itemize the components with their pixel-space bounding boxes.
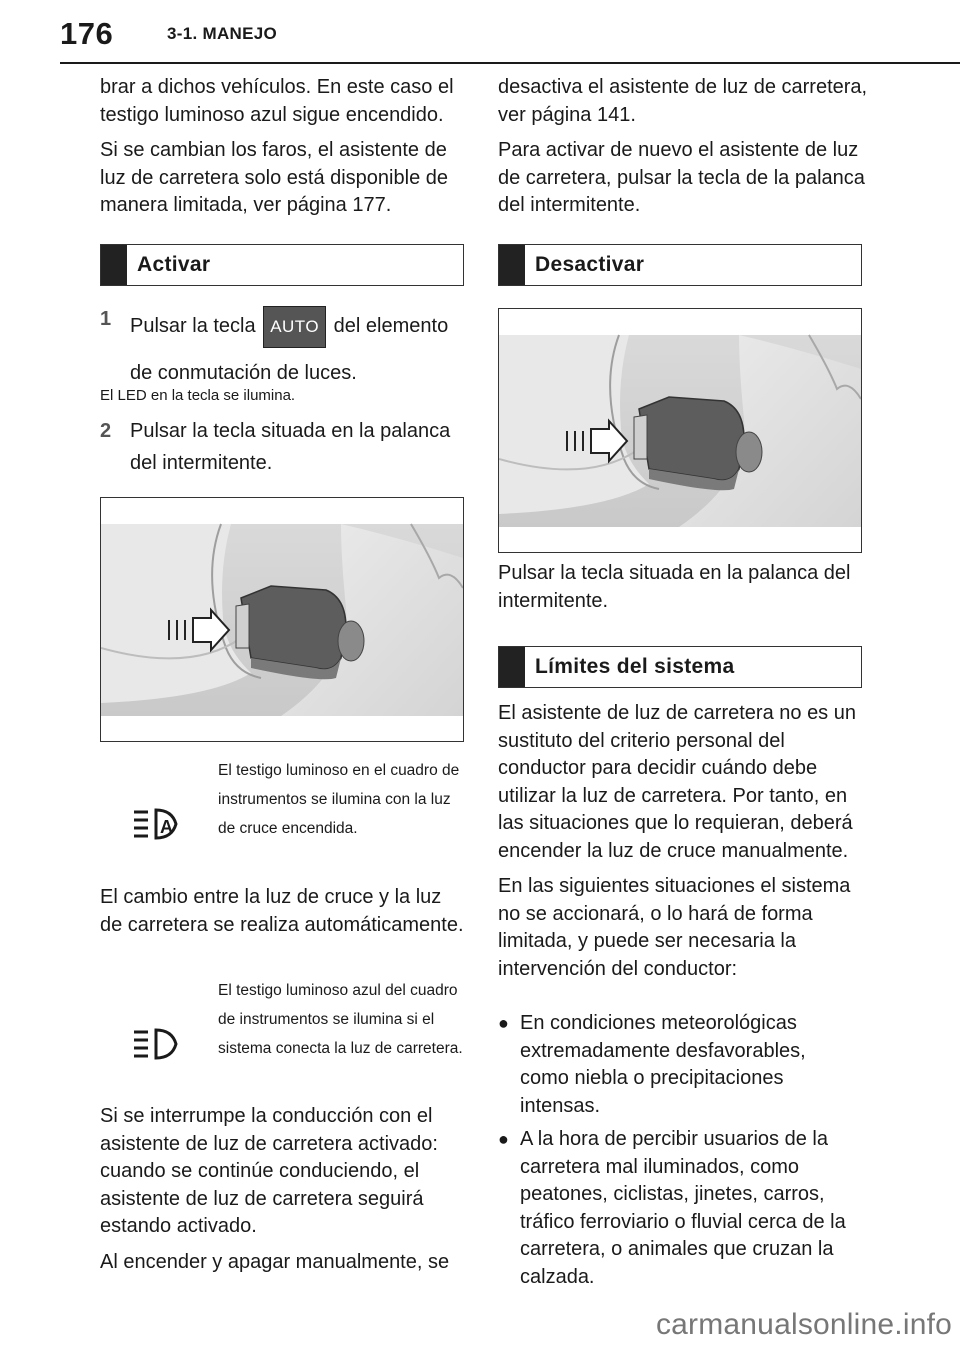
- step-text: del intermitente.: [130, 451, 273, 474]
- left-outro: [100, 1103, 468, 1284]
- high-beam-blue-icon: [130, 1026, 182, 1062]
- left-intro-paragraph: brar a dichos vehículos. En este caso el testigo luminoso azul sigue encendido.: [100, 76, 454, 126]
- heading-label: Activar: [137, 253, 211, 276]
- indicator-2-text: El testigo luminoso azul del cuadro de instrumentos se ilumina si el sistema conecta la luz de carretera.: [218, 982, 463, 1057]
- header-rule: [60, 62, 960, 64]
- figure-caption: Pulsar la tecla situada en la palanca del intermitente.: [498, 562, 851, 612]
- switch-text: El cambio entre la luz de cruce y la luz de carretera se realiza automáticamente.: [100, 886, 464, 936]
- bullet-text: En condiciones meteorológicas extremadamente desfavorables, como niebla o precipitaciones intensas.: [520, 1012, 806, 1117]
- step-number: 2: [100, 420, 112, 442]
- step-2: [100, 418, 470, 477]
- right-intro-paragraph: desactiva el asistente de luz de carretera, ver página 141.: [498, 76, 868, 126]
- limits-paragraph: En las siguientes situaciones el sistema no se accionará, o lo hará de forma limitada, y puede ser necesaria la intervención del conductor:: [498, 875, 851, 980]
- limits-text: [498, 700, 864, 991]
- step-text: del elemento: [333, 315, 449, 338]
- step-1: [100, 306, 470, 387]
- indicator-1-text: El testigo luminoso en el cuadro de instrumentos se ilumina con la luz de cruce encendida.: [218, 762, 460, 837]
- heading-label: Límites del sistema: [535, 655, 735, 678]
- limits-bullet-list: [498, 1010, 866, 1297]
- auto-key: AUTO: [263, 306, 326, 348]
- right-intro-paragraph: Para activar de nuevo el asistente de luz de carretera, pulsar la tecla de la palanca del intermitente.: [498, 139, 865, 216]
- page-number: 176: [60, 16, 114, 51]
- heading-limites: [498, 646, 862, 688]
- limits-paragraph: El asistente de luz de carretera no es un sustituto del criterio personal del conductor para decidir cuándo debe utilizar la luz de carretera. Por tanto, en las situaciones que lo requieran, deberá encender la luz de cruce manualmente.: [498, 702, 856, 862]
- high-beam-assistant-icon: [130, 806, 182, 842]
- step-text: Pulsar la tecla: [130, 315, 256, 338]
- heading-bar: [499, 245, 525, 285]
- bullet-text: A la hora de percibir usuarios de la carretera mal iluminados, como peatones, ciclistas, jinetes, carros, tráfico ferroviario o fluvial cerca de la carretera, o animales que cruzan la calzada.: [520, 1128, 846, 1288]
- heading-activar: [100, 244, 464, 286]
- section-title: 3-1. MANEJO: [167, 24, 278, 43]
- turn-signal-lever-illustration: [499, 309, 861, 552]
- bullet-icon: ●: [498, 1129, 509, 1149]
- heading-label: Desactivar: [535, 253, 645, 276]
- list-item: [498, 1010, 866, 1120]
- list-item: [498, 1126, 866, 1291]
- step-text: de conmutación de luces.: [130, 361, 357, 384]
- step-number: 1: [100, 308, 112, 330]
- svg-text:A: A: [160, 817, 173, 837]
- figure-turn-signal-lever-2: [498, 308, 862, 553]
- heading-desactivar: [498, 244, 862, 286]
- left-outro-paragraph: Si se interrumpe la conducción con el asistente de luz de carretera activado: cuando se continúe conduciendo, el asistente de luz de carretera seguirá estando activado.: [100, 1105, 438, 1237]
- heading-bar: [499, 647, 525, 687]
- heading-bar: [101, 245, 127, 285]
- footer-watermark[interactable]: carmanualsonline.info: [655, 1308, 952, 1341]
- led-note: El LED en la tecla se ilumina.: [100, 387, 296, 404]
- turn-signal-lever-illustration: [101, 498, 463, 741]
- right-intro: [498, 74, 868, 228]
- figure-turn-signal-lever: [100, 497, 464, 742]
- step-text: Pulsar la tecla situada en la palanca: [130, 420, 451, 442]
- left-outro-paragraph: Al encender y apagar manualmente, se: [100, 1250, 450, 1273]
- left-intro: [100, 74, 468, 228]
- left-intro-paragraph: Si se cambian los faros, el asistente de luz de carretera solo está disponible de manera limitada, ver página 177.: [100, 139, 448, 216]
- bullet-icon: ●: [498, 1013, 509, 1033]
